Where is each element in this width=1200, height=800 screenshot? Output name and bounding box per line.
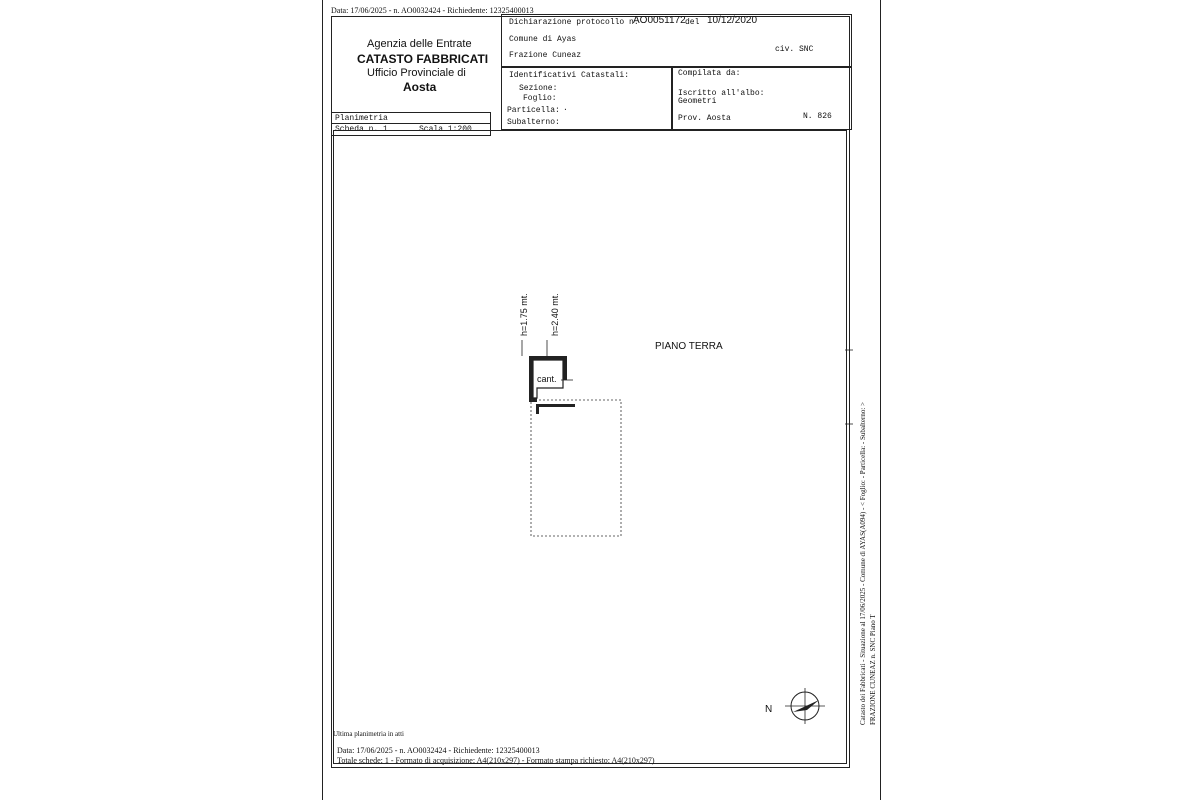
catasto-title: CATASTO FABBRICATI	[357, 52, 489, 66]
compilata-title: Compilata da:	[678, 69, 741, 78]
identificativi-title: Identificativi Catastali:	[509, 71, 630, 80]
planimetria-label: Planimetria	[335, 114, 388, 123]
height-label-2: h=2.40 mt.	[550, 293, 560, 336]
scala: Scala 1:200	[419, 125, 472, 134]
height-label-1: h=1.75 mt.	[519, 293, 529, 336]
city-name: Aosta	[403, 80, 437, 94]
civico: civ. SNC	[775, 45, 814, 54]
north-compass	[785, 688, 825, 724]
comune: Comune di Ayas	[509, 35, 577, 44]
footer-schede: Totale schede: 1 - Formato di acquisizione: A4(210x297) - Formato stampa richiesto: A4(210x297)	[337, 756, 655, 765]
provincia: Prov. Aosta	[678, 114, 731, 123]
particella-value: .	[563, 104, 568, 113]
ufficio-label: Ufficio Provinciale di	[367, 67, 466, 79]
agency-name: Agenzia delle Entrate	[367, 38, 472, 50]
scheda-number: Scheda n. 1	[335, 125, 388, 134]
room-label-cantina: cant.	[537, 374, 557, 384]
ultima-planimetria: Ultima planimetria in atti	[333, 730, 404, 738]
side-address-text: FRAZIONE CUNEAZ n. SNC Piano T	[869, 614, 877, 725]
side-situation-text: Catasto dei Fabbricati - Situazione al 17/06/2025 - Comune di AYAS(A094) - < Foglio: - Particella: - Subalterno: >	[859, 402, 867, 725]
top-stamp: Data: 17/06/2025 - n. AO0032424 - Richiedente: 12325400013	[331, 6, 534, 15]
floor-label: PIANO TERRA	[655, 341, 723, 352]
declaration-label: Dichiarazione protocollo n.	[509, 18, 639, 27]
frazione: Frazione Cuneaz	[509, 51, 582, 60]
floor-plan-drawing	[323, 0, 880, 800]
foglio-label: Foglio:	[523, 94, 557, 103]
subalterno-label: Subalterno:	[507, 118, 560, 127]
declaration-number: AO0051172	[633, 15, 686, 26]
particella-label: Particella:	[507, 106, 560, 115]
declaration-del: del	[685, 18, 700, 27]
north-label: N	[765, 704, 773, 715]
albo-number: N. 826	[803, 112, 832, 121]
albo-value: Geometri	[678, 97, 717, 106]
footer-data: Data: 17/06/2025 - n. AO0032424 - Richiedente: 12325400013	[337, 746, 540, 755]
sezione-label: Sezione:	[519, 84, 558, 93]
cadastral-document-page	[322, 0, 881, 800]
iscritto-label: Iscritto all'albo:	[678, 89, 765, 98]
declaration-date: 10/12/2020	[707, 15, 758, 26]
